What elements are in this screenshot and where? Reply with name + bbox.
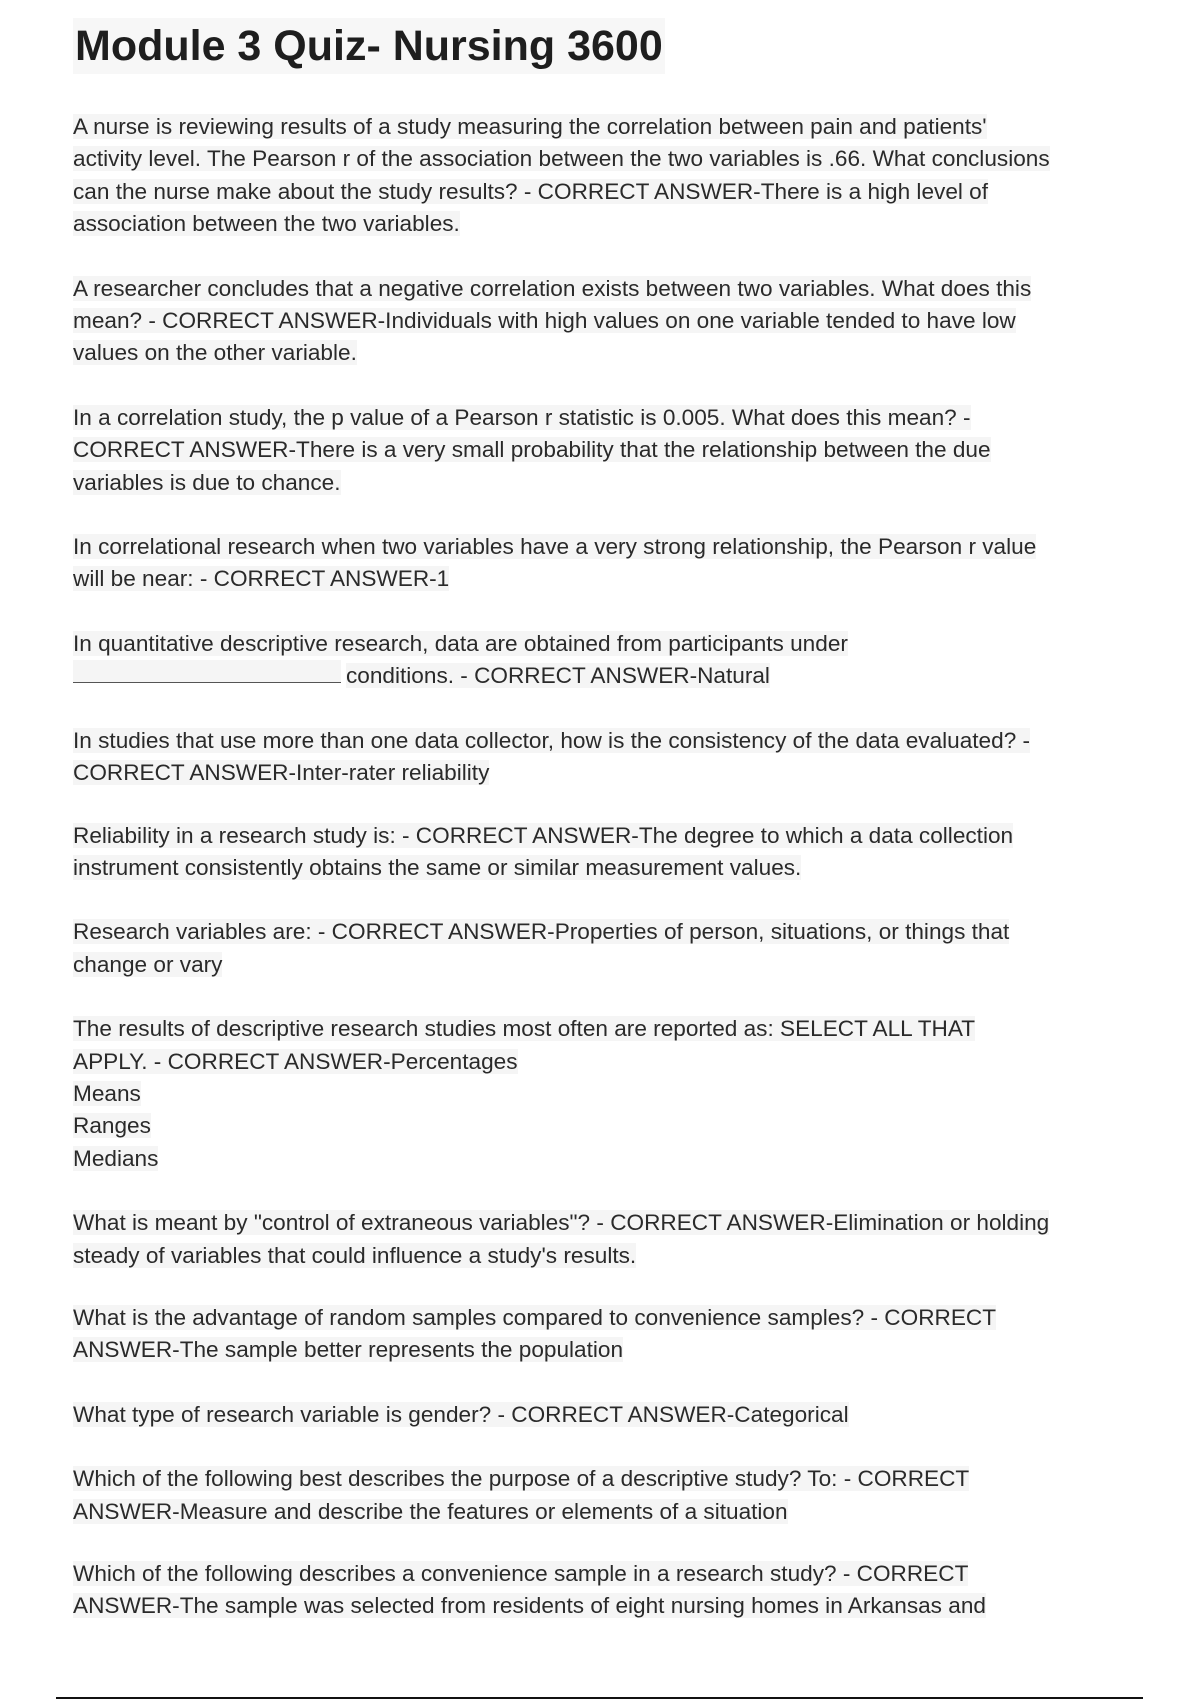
quiz-item <box>73 725 1133 790</box>
quiz-item <box>73 1207 1133 1272</box>
text-line: What is the advantage of random samples compared to convenience samples? - CORRECT <box>73 1304 997 1330</box>
text-line: ANSWER-The sample better represents the population <box>73 1337 624 1363</box>
text-line: In correlational research when two variables have a very strong relationship, the Pearson r value <box>73 534 1037 560</box>
quiz-item <box>73 1013 1133 1175</box>
text-line: What is meant by "control of extraneous variables"? - CORRECT ANSWER-Elimination or holding <box>73 1210 1050 1236</box>
fill-in-blank <box>73 660 341 683</box>
text-line: CORRECT ANSWER-There is a very small probability that the relationship between the due <box>73 437 991 463</box>
text-line: Medians <box>73 1145 159 1171</box>
quiz-item <box>73 1399 1133 1431</box>
text-line: will be near: - CORRECT ANSWER-1 <box>73 566 450 592</box>
quiz-item <box>73 1463 1133 1528</box>
text-line: Ranges <box>73 1113 151 1139</box>
quiz-item <box>73 1558 1133 1623</box>
text-line: mean? - CORRECT ANSWER-Individuals with high values on one variable tended to have low <box>73 308 1016 334</box>
quiz-item <box>73 402 1133 499</box>
text-line: In studies that use more than one data collector, how is the consistency of the data evaluated? - <box>73 727 1031 753</box>
text-line: conditions. - CORRECT ANSWER-Natural <box>346 663 770 689</box>
quiz-item <box>73 820 1133 885</box>
text-line: ANSWER-Measure and describe the features or elements of a situation <box>73 1498 788 1524</box>
quiz-item <box>73 273 1133 370</box>
text-line: Which of the following describes a convenience sample in a research study? - CORRECT <box>73 1561 969 1586</box>
page-bottom-rule <box>56 1697 1143 1699</box>
text-line: A researcher concludes that a negative correlation exists between two variables. What does this <box>73 275 1032 301</box>
text-line: association between the two variables. <box>73 211 460 237</box>
quiz-item <box>73 111 1133 241</box>
text-line: Reliability in a research study is: - CORRECT ANSWER-The degree to which a data collection <box>73 822 1014 848</box>
text-line: can the nurse make about the study results? - CORRECT ANSWER-There is a high level of <box>73 178 989 204</box>
text-line: In a correlation study, the p value of a Pearson r statistic is 0.005. What does this mean? - <box>73 404 971 430</box>
text-line: Means <box>73 1080 141 1106</box>
text-line: instrument consistently obtains the same or similar measurement values. <box>73 854 802 880</box>
text-line: What type of research variable is gender? - CORRECT ANSWER-Categorical <box>73 1401 849 1427</box>
text-line: In quantitative descriptive research, data are obtained from participants under <box>73 630 848 656</box>
text-line: The results of descriptive research studies most often are reported as: SELECT ALL THAT <box>73 1016 976 1042</box>
quiz-item <box>73 916 1133 981</box>
text-line: change or vary <box>73 951 223 977</box>
document-page <box>73 18 1133 1623</box>
quiz-item <box>73 531 1133 596</box>
page-title: Module 3 Quiz- Nursing 3600 <box>73 18 665 74</box>
text-line: activity level. The Pearson r of the association between the two variables is .66. What conclusions <box>73 146 1050 172</box>
text-line: CORRECT ANSWER-Inter-rater reliability <box>73 760 490 786</box>
quiz-item <box>73 628 1133 693</box>
text-line: A nurse is reviewing results of a study measuring the correlation between pain and patients' <box>73 114 987 139</box>
text-line: steady of variables that could influence a study's results. <box>73 1242 637 1268</box>
quiz-item <box>73 1302 1133 1367</box>
text-line: Which of the following best describes the purpose of a descriptive study? To: - CORRECT <box>73 1466 970 1492</box>
text-line: Research variables are: - CORRECT ANSWER-Properties of person, situations, or things that <box>73 919 1010 945</box>
text-line: variables is due to chance. <box>73 469 341 495</box>
text-line: APPLY. - CORRECT ANSWER-Percentages <box>73 1048 518 1074</box>
text-line: values on the other variable. <box>73 340 357 366</box>
text-line: ANSWER-The sample was selected from residents of eight nursing homes in Arkansas and <box>73 1593 986 1619</box>
